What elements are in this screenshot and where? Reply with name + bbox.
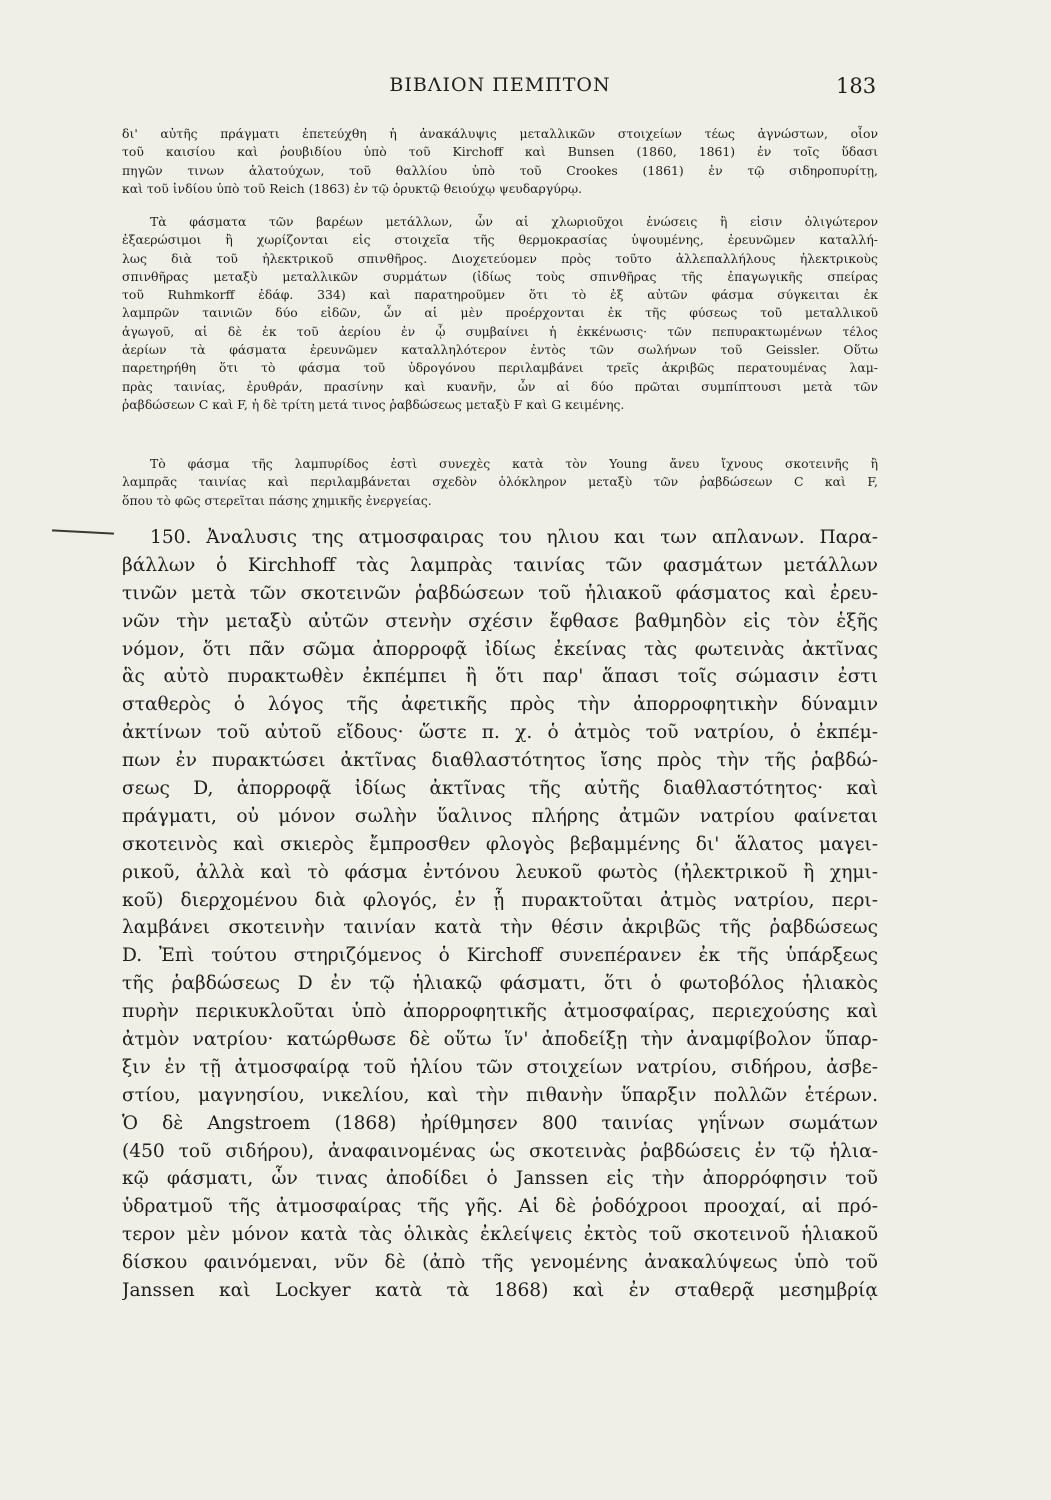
text-line: Janssen καὶ Lockyer κατὰ τὰ 1868) καὶ ἐν σταθερᾷ μεσημβρίᾳ [122, 1280, 878, 1302]
text-line: πρὰς ταινίας, ἐρυθράν, πρασίνην καὶ κυανῆν, ὧν αἱ δύο πρῶται συμπίπτουσι μετὰ τῶν [122, 378, 878, 394]
text-line: ἀερίων τὰ φάσματα ἐρευνῶμεν καταλληλότερον ἐντὸς τῶν σωλήνων τοῦ Geissler. Οὕτω [122, 342, 878, 358]
text-line: λαμβάνει σκοτεινὴν ταινίαν κατὰ τὴν θέσιν ἀκριβῶς τῆς ῥαβδώσεως [122, 917, 878, 939]
text-line: ἐξαερώσιμοι ἢ χωρίζονται εἰς στοιχεῖα τῆς θερμοκρασίας ὑψουμένης, ἐρευνῶμεν καταλλή- [122, 232, 878, 248]
text-line: κοῦ) διερχομένου διὰ φλογός, ἐν ᾗ πυρακτοῦται ἀτμὸς νατρίου, περι- [122, 889, 878, 911]
text-line: Τὸ φάσμα τῆς λαμπυρίδος ἐστὶ συνεχὲς κατὰ τὸν Young ἄνευ ἴχνους σκοτεινῆς ἢ [150, 456, 878, 471]
text-line: λαμπρᾶς ταινίας καὶ περιλαμβάνεται σχεδὸν ὁλόκληρον μεταξὺ τῶν ῥαβδώσεων C καὶ F, [122, 474, 878, 490]
text-line: καὶ τοῦ ἰνδίου ὑπὸ τοῦ Reich (1863) ἐν τῷ ὀρυκτῷ θειούχῳ ψευδαργύρῳ. [122, 180, 583, 196]
text-line: δίσκου φαινόμεναι, νῦν δὲ (ἀπὸ τῆς γενομένης ἀνακαλύψεως ὑπὸ τοῦ [122, 1252, 878, 1274]
text-line: πηγῶν τινων ἁλατούχων, τοῦ θαλλίου ὑπὸ τοῦ Crookes (1861) ἐν τῷ σιδηροπυρίτῃ, [122, 162, 878, 178]
text-line: ρικοῦ, ἀλλὰ καὶ τὸ φάσμα ἐντόνου λευκοῦ φωτὸς (ἠλεκτρικοῦ ἢ χημι- [122, 861, 878, 883]
text-line: τοῦ Ruhmkorff ἐδάφ. 334) καὶ παρατηροῦμεν ὅτι τὸ ἐξ αὐτῶν φάσμα σύγκειται ἐκ [122, 287, 878, 303]
paragraph-2 [122, 213, 878, 414]
text-line: D. Ἐπὶ τούτου στηριζόμενος ὁ Kirchoff συνεπέρανεν ἐκ τῆς ὑπάρξεως [122, 945, 878, 967]
section-heading-line: 150. Ἀναλυσις της ατμοσφαιρας του ηλιου και των απλανων. Παρα- [150, 527, 878, 548]
running-head: ΒΙΒΛΙΟΝ ΠΕΜΠΤΟΝ [389, 74, 611, 96]
text-line: ἀτμὸν νατρίου· κατώρθωσε δὲ οὕτω ἵν' ἀποδείξῃ τὴν ἀναμφίβολον ὕπαρ- [122, 1029, 878, 1051]
text-line: σκοτεινὸς καὶ σκιερὸς ἔμπροσθεν φλογὸς βεβαμμένης δι' ἅλατος μαγει- [122, 833, 878, 855]
text-line: (450 τοῦ σιδήρου), ἀναφαινομένας ὡς σκοτεινὰς ῥαβδώσεις ἐν τῷ ἡλια- [122, 1140, 878, 1162]
text-line: τοῦ καισίου καὶ ῥουβιδίου ὑπὸ τοῦ Kirchoff καὶ Bunsen (1860, 1861) ἐν τοῖς ὕδασι [122, 144, 878, 160]
text-line: ὑδρατμοῦ τῆς ἀτμοσφαίρας τῆς γῆς. Αἱ δὲ ῥοδόχροοι προοχαί, αἱ πρό- [122, 1196, 878, 1218]
section-150 [122, 524, 878, 1305]
text-line: πυρὴν περικυκλοῦται ὑπὸ ἀπορροφητικῆς ἀτμοσφαίρας, περιεχούσης καὶ [122, 1001, 878, 1023]
page-header [0, 74, 1051, 100]
text-line: δι' αὐτῆς πράγματι ἐπετεύχθη ἡ ἀνακάλυψις μεταλλικῶν στοιχείων τέως ἀγνώστων, οἷον [122, 126, 878, 141]
margin-pencil-mark [52, 529, 114, 534]
text-line: πων ἐν πυρακτώσει ἀκτῖνας διαθλαστότητος ἴσης πρὸς τὴν τῆς ῥαβδώ- [122, 750, 878, 772]
text-line: νόμον, ὅτι πᾶν σῶμα ἀπορροφᾷ ἰδίως ἐκείνας τὰς φωτεινὰς ἀκτῖνας [122, 638, 878, 660]
text-line: ῥαβδώσεων C καὶ F, ἡ δὲ τρίτη μετά τινος ῥαβδώσεως μεταξὺ F καὶ G κειμένης. [122, 396, 625, 412]
text-line: λως διὰ τοῦ ἠλεκτρικοῦ σπινθῆρος. Διοχετεύομεν πρὸς τοῦτο ἀλλεπαλλήλους ἠλεκτρικοὺς [122, 250, 878, 266]
text-line: σταθερὸς ὁ λόγος τῆς ἀφετικῆς πρὸς τὴν ἀπορροφητικὴν δύναμιν [122, 694, 878, 716]
text-line: τινῶν μετὰ τῶν σκοτεινῶν ῥαβδώσεων τοῦ ἡλιακοῦ φάσματος καὶ ἐρευ- [122, 582, 878, 604]
text-line: ἃς αὐτὸ πυρακτωθὲν ἐκπέμπει ἢ ὅτι παρ' ἅπασι τοῖς σώμασιν ἐστι [122, 666, 878, 688]
text-line: πράγματι, οὐ μόνον σωλὴν ὕαλινος πλήρης ἀτμῶν νατρίου φαίνεται [122, 805, 878, 827]
text-line: ξιν ἐν τῇ ἀτμοσφαίρᾳ τοῦ ἡλίου τῶν στοιχείων νατρίου, σιδήρου, ἀσβε- [122, 1056, 878, 1078]
text-line: ἀκτίνων τοῦ αὐτοῦ εἴδους· ὥστε π. χ. ὁ ἀτμὸς τοῦ νατρίου, ὁ ἐκπέμ- [122, 722, 878, 744]
text-line: τῆς ῥαβδώσεως D ἐν τῷ ἡλιακῷ φάσματι, ὅτι ὁ φωτοβόλος ἡλιακὸς [122, 973, 878, 995]
text-line: σεως D, ἀπορροφᾷ ἰδίως ἀκτῖνας τῆς αὐτῆς διαθλαστότητος· καὶ [122, 778, 878, 800]
text-line: βάλλων ὁ Kirchhoff τὰς λαμπρὰς ταινίας τῶν φασμάτων μετάλλων [122, 554, 878, 576]
paragraph-3 [122, 455, 878, 510]
text-line: ἀγωγοῦ, αἱ δὲ ἐκ τοῦ ἀερίου ἐν ᾧ συμβαίνει ἡ ἐκκένωσις· τῶν πεπυρακτωμένων τέλος [122, 323, 878, 339]
text-line: στίου, μαγνησίου, νικελίου, καὶ τὴν πιθανὴν ὕπαρξιν πολλῶν ἑτέρων. [122, 1084, 878, 1106]
text-line: λαμπρῶν ταινιῶν δύο εἰδῶν, ὧν αἱ μὲν προέρχονται ἐκ τῆς φύσεως τοῦ μεταλλικοῦ [122, 305, 878, 321]
paragraph-1 [122, 125, 878, 198]
text-line: κῷ φάσματι, ὧν τινας ἀποδίδει ὁ Janssen εἰς τὴν ἀπορρόφησιν τοῦ [122, 1168, 878, 1190]
text-line: νῶν τὴν μεταξὺ αὐτῶν στενὴν σχέσιν ἔφθασε βαθμηδὸν εἰς τὸν ἑξῆς [122, 610, 878, 632]
text-line: Τὰ φάσματα τῶν βαρέων μετάλλων, ὧν αἱ χλωριοῦχοι ἑνώσεις ἢ εἰσιν ὀλιγώτερον [150, 214, 878, 229]
text-line: Ὁ δὲ Angstroem (1868) ἠρίθμησεν 800 ταινίας γηΐνων σωμάτων [122, 1112, 878, 1134]
text-line: ὅπου τὸ φῶς στερεῖται πάσης χημικῆς ἐνεργείας. [122, 492, 432, 508]
page-number: 183 [836, 74, 877, 98]
text-line: σπινθῆρας μεταξὺ μεταλλικῶν συρμάτων (ἰδίως τοὺς σπινθῆρας τῆς ἐπαγωγικῆς σπείρας [122, 268, 878, 284]
text-line: τερον μὲν μόνον κατὰ τὰς ὁλικὰς ἐκλείψεις ἐκτὸς τοῦ σκοτεινοῦ ἡλιακοῦ [122, 1224, 878, 1246]
text-line: παρετηρήθη ὅτι τὸ φάσμα τοῦ ὑδρογόνου περιλαμβάνει τρεῖς ἀκριβῶς περατουμένας λαμ- [122, 360, 878, 376]
